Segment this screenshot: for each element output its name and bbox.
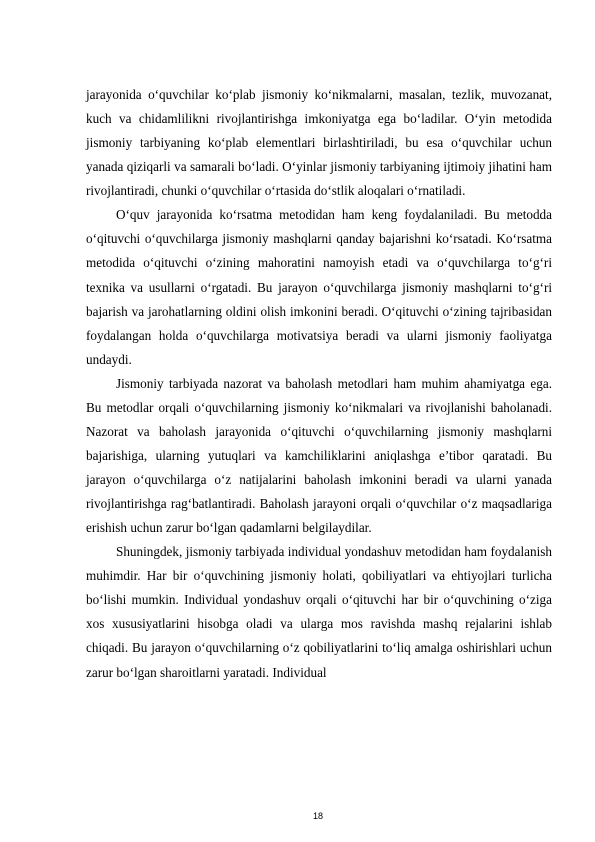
- paragraph-individual-approach: Shuningdek, jismoniy tarbiyada individual yondashuv metodidan ham foydalanish muhimdir. Har bir o‘quvchining jismoniy holati, qobiliyatlari va ehtiyojlari turlicha bo‘lishi mumkin. Individual yondashuv orqali o‘qituvchi har bir o‘quvchining o‘ziga xos xususiyatlarini hisobga oladi va ularga mos ravishda mashq rejalarini ishlab chiqadi. Bu jarayon o‘quvchilarning o‘z qobiliyatlarini to‘liq amalga oshirishlari uchun zarur bo‘lgan sharoitlarni yaratadi. Individual: [86, 544, 552, 680]
- paragraph-assessment-methods: Jismoniy tarbiyada nazorat va baholash metodlari ham muhim ahamiyatga ega. Bu metodlar orqali o‘quvchilarning jismoniy ko‘nikmalari va rivojlanishi baholanadi. Nazorat va baholash jarayonida o‘qituvchi o‘quvchilarning jismoniy mashqlarni bajarishiga, ularning yutuqlari va kamchiliklarini aniqlashga e’tibor qaratadi. Bu jarayon o‘quvchilarga o‘z natijalarini baholash imkonini beradi va ularni yanada rivojlantirishga rag‘batlantiradi. Baholash jarayoni orqali o‘quvchilar o‘z maqsadlariga erishish uchun zarur bo‘lgan qadamlarni belgilaydilar.: [86, 375, 552, 536]
- paragraph-demonstration-method: O‘quv jarayonida ko‘rsatma metodidan ham keng foydalaniladi. Bu metodda o‘qituvchi o‘quvchilarga jismoniy mashqlarni qanday bajarishni ko‘rsatadi. Ko‘rsatma metodida o‘qituvchi o‘zining mahoratini namoyish etadi va o‘quvchilarga to‘g‘ri texnika va usullarni o‘rgatadi. Bu jarayon o‘quvchilarga jismoniy mashqlarni to‘g‘ri bajarish va jarohatlarning oldini olish imkonini beradi. O‘qituvchi o‘zining tajribasidan foydalangan holda o‘quvchilarga motivatsiya beradi va ularni jismoniy faoliyatga undaydi.: [86, 207, 552, 367]
- page-number: 18: [312, 811, 323, 821]
- body-text: [86, 83, 552, 685]
- paragraph-continuation: jarayonida o‘quvchilar ko‘plab jismoniy ko‘nikmalarni, masalan, tezlik, muvozanat, kuch va chidamlilikni rivojlantirishga imkoniyatga ega bo‘ladilar. O‘yin metodida jismoniy tarbiyaning ko‘plab elementlari birlashtiriladi, bu esa o‘quvchilar uchun yanada qiziqarli va samarali bo‘ladi. O‘yinlar jismoniy tarbiyaning ijtimoiy jihatini ham rivojlantiradi, chunki o‘quvchilar o‘rtasida do‘stlik aloqalari o‘rnatiladi.: [86, 87, 552, 199]
